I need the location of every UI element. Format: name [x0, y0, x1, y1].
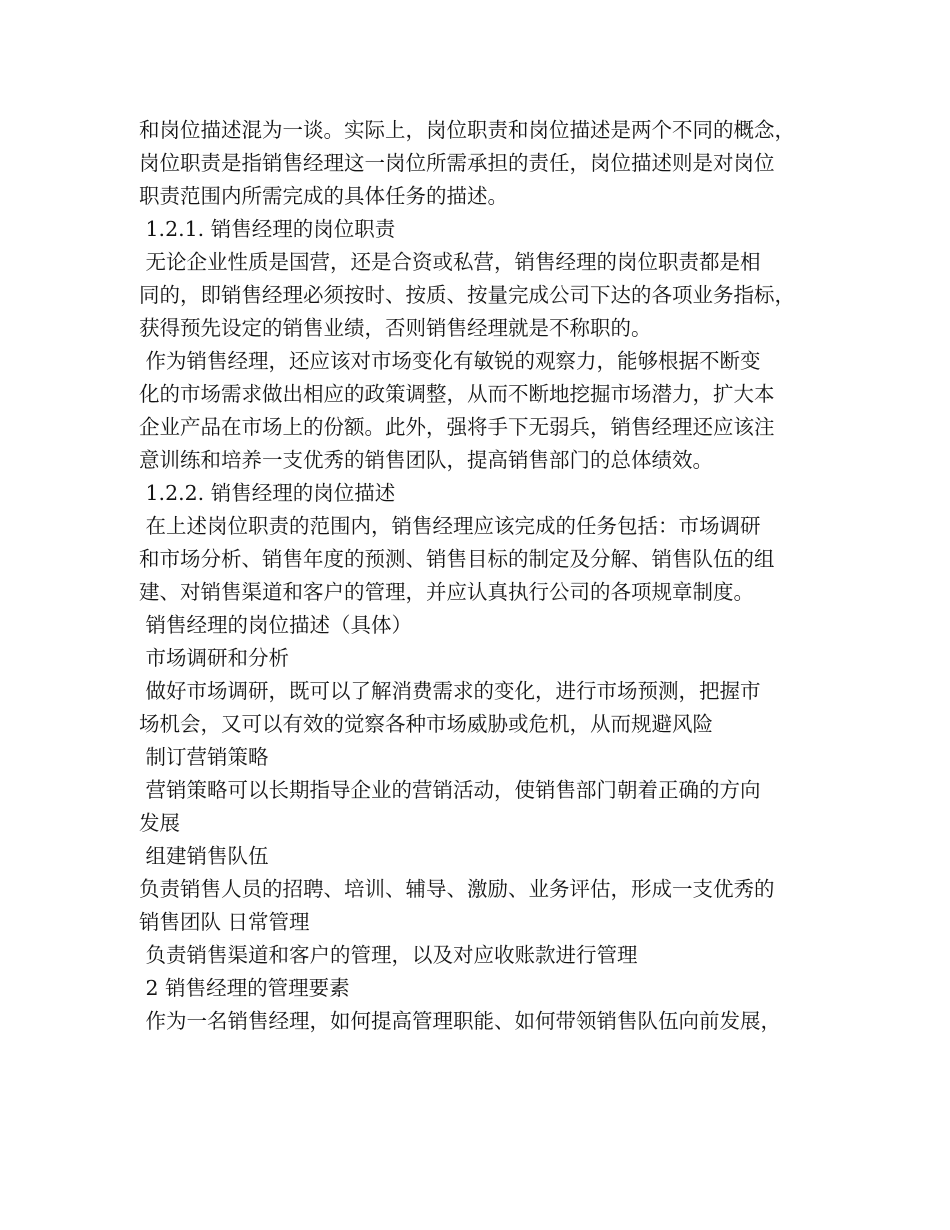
text-line: 职责范围内所需完成的具体任务的描述。 — [139, 184, 508, 208]
text-line: 在上述岗位职责的范围内，销售经理应该完成的任务包括：市场调研 — [139, 514, 761, 538]
text-line: 营销策略可以长期指导企业的营销活动，使销售部门朝着正确的方向 — [139, 778, 761, 802]
text-line: 企业产品在市场上的份额。此外，强将手下无弱兵，销售经理还应该注 — [139, 415, 775, 439]
text-line: 负责销售渠道和客户的管理，以及对应收账款进行管理 — [139, 943, 638, 967]
text-line: 和市场分析、销售年度的预测、销售目标的制定及分解、销售队伍的组 — [139, 547, 775, 571]
document-body — [139, 114, 819, 1038]
text-line: 同的，即销售经理必须按时、按质、按量完成公司下达的各项业务指标， — [139, 283, 795, 307]
section-heading-1-2-1: 1.2.1. 销售经理的岗位职责 — [139, 217, 396, 241]
text-line: 做好市场调研，既可以了解消费需求的变化，进行市场预测，把握市 — [139, 679, 761, 703]
subheading-line: 组建销售队伍 — [139, 844, 269, 868]
text-line: 场机会，又可以有效的觉察各种市场威胁或危机，从而规避风险 — [139, 712, 713, 736]
text-line: 无论企业性质是国营，还是合资或私营，销售经理的岗位职责都是相 — [139, 250, 761, 274]
text-line: 负责销售人员的招聘、培训、辅导、激励、业务评估，形成一支优秀的 — [139, 877, 775, 901]
text-line: 意训练和培养一支优秀的销售团队，提高销售部门的总体绩效。 — [139, 448, 713, 472]
subheading-line: 制订营销策略 — [139, 745, 269, 769]
text-line: 建、对销售渠道和客户的管理，并应认真执行公司的各项规章制度。 — [139, 580, 754, 604]
text-line: 获得预先设定的销售业绩，否则销售经理就是不称职的。 — [139, 316, 652, 340]
subheading-line: 市场调研和分析 — [139, 646, 290, 670]
text-line: 作为一名销售经理，如何提高管理职能、如何带领销售队伍向前发展， — [139, 1009, 782, 1033]
text-line: 发展 — [139, 811, 180, 835]
text-line: 化的市场需求做出相应的政策调整，从而不断地挖掘市场潜力，扩大本 — [139, 382, 775, 406]
text-line: 岗位职责是指销售经理这一岗位所需承担的责任，岗位描述则是对岗位 — [139, 151, 775, 175]
text-line: 作为销售经理，还应该对市场变化有敏锐的观察力，能够根据不断变 — [139, 349, 761, 373]
section-heading-2: 2 销售经理的管理要素 — [139, 976, 350, 1000]
text-line: 销售团队 日常管理 — [139, 910, 310, 934]
section-heading-1-2-2: 1.2.2. 销售经理的岗位描述 — [139, 481, 396, 505]
text-line: 和岗位描述混为一谈。实际上，岗位职责和岗位描述是两个不同的概念， — [139, 118, 795, 142]
subheading-line: 销售经理的岗位描述（具体） — [139, 613, 413, 637]
